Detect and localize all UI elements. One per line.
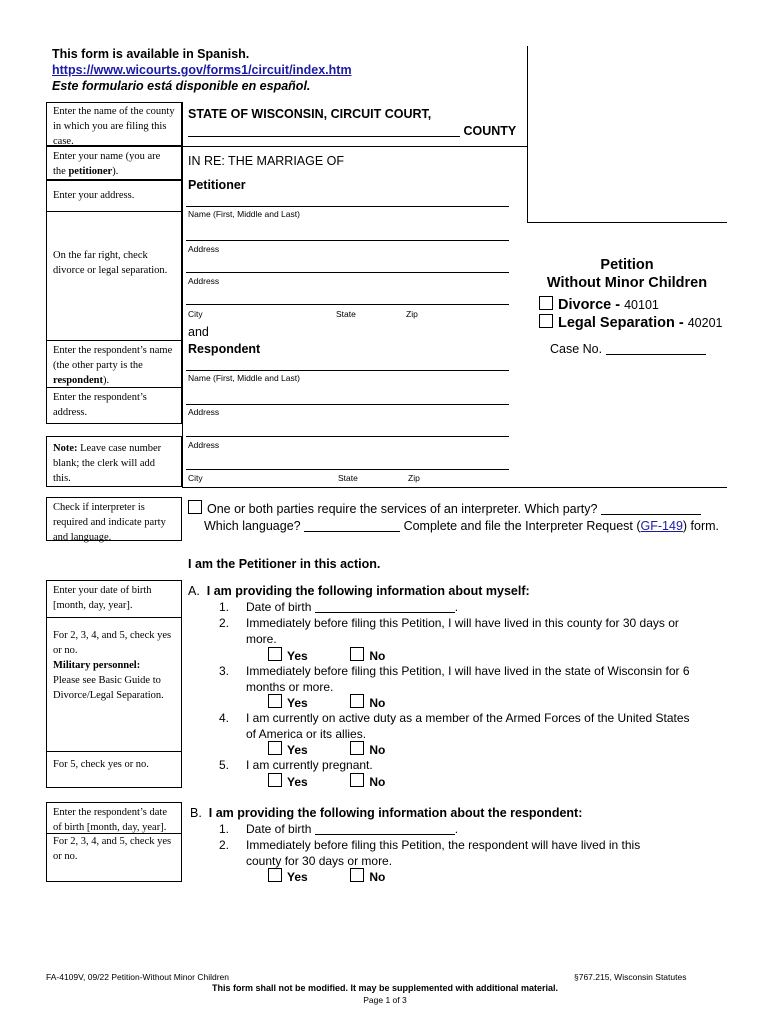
gf-149-link[interactable]: GF-149 xyxy=(640,519,683,533)
note-interpreter xyxy=(46,497,182,541)
note-resp-address xyxy=(46,388,182,424)
interpreter-party-input[interactable] xyxy=(601,502,701,515)
note-check-5-text: For 5, check yes or no. xyxy=(53,759,149,770)
yes-label: Yes xyxy=(287,870,308,884)
interpreter-section xyxy=(188,500,719,535)
a-item-5-options xyxy=(268,773,385,790)
case-number-input[interactable] xyxy=(606,342,706,355)
county-input[interactable] xyxy=(188,124,460,137)
a-item-5-text: I am currently pregnant. xyxy=(246,758,373,772)
a-item-1-number: 1. xyxy=(219,600,230,614)
petitioner-city-input[interactable] xyxy=(186,304,509,305)
a-item-3-text-cont: months or more. xyxy=(246,680,334,694)
interpreter-language-input[interactable] xyxy=(304,519,400,532)
yes-label: Yes xyxy=(287,696,308,710)
county-label: COUNTY xyxy=(463,124,517,138)
interpreter-line2-end: ) form. xyxy=(682,519,720,533)
a-item-1: Date of birth . xyxy=(246,600,459,614)
respondent-zip-label: Zip xyxy=(408,473,420,483)
petitioner-heading: Petitioner xyxy=(188,178,246,192)
interpreter-checkbox[interactable] xyxy=(188,500,202,514)
section-b-letter: B. xyxy=(190,806,202,820)
a-item-3-text: Immediately before filing this Petition, I will have lived in the state of Wisconsin for 6 xyxy=(246,664,690,678)
note-your-name-text: Enter your name (you are the xyxy=(53,151,161,177)
legal-separation-label: Legal Separation - xyxy=(558,315,684,331)
respondent-address-input-2[interactable] xyxy=(186,436,509,437)
case-number-field xyxy=(550,342,706,356)
a-item-2-no-checkbox[interactable] xyxy=(350,647,364,661)
b-item-2-number: 2. xyxy=(219,838,230,852)
legal-separation-code: 40201 xyxy=(687,316,723,330)
court-heading: STATE OF WISCONSIN, CIRCUIT COURT, xyxy=(188,107,432,121)
no-label: No xyxy=(369,775,386,789)
note-military-bold: Military personnel: xyxy=(53,660,141,671)
county-line xyxy=(188,124,516,138)
respondent-name-label: Name (First, Middle and Last) xyxy=(188,373,300,383)
a-item-4 xyxy=(246,710,690,742)
petitioner-name-label: Name (First, Middle and Last) xyxy=(188,209,300,219)
a-item-3-no-checkbox[interactable] xyxy=(350,694,364,708)
note-divorce-sep xyxy=(46,212,182,340)
a-item-4-options xyxy=(268,741,385,758)
case-type-options xyxy=(539,296,723,332)
yes-label: Yes xyxy=(287,649,308,663)
a-item-2-text-cont: more. xyxy=(246,632,277,646)
a-item-2-options xyxy=(268,647,385,664)
a-item-3-number: 3. xyxy=(219,664,230,678)
form-title-line2: Without Minor Children xyxy=(546,275,708,291)
note-county xyxy=(46,102,182,146)
note-address-text: Enter your address. xyxy=(53,190,135,201)
interpreter-line2: Complete and file the Interpreter Request ( xyxy=(403,519,641,533)
note-petitioner-bold: petitioner xyxy=(68,166,113,177)
b-item-2-text: Immediately before filing this Petition, the respondent will have lived in this xyxy=(246,838,641,852)
interpreter-line1: One or both parties require the services of an interpreter. Which party? xyxy=(207,502,598,516)
form-title-line1: Petition xyxy=(600,257,654,273)
respondent-address-label-1: Address xyxy=(188,407,220,417)
note-resp-dob-text: Enter the respondent’s date of birth [month, day, year]. xyxy=(53,807,168,833)
note-military-text: Please see Basic Guide to Divorce/Legal Separation. xyxy=(53,675,164,701)
a-item-2-number: 2. xyxy=(219,616,230,630)
note-dob xyxy=(46,580,182,618)
section-a-heading xyxy=(188,583,530,599)
no-label: No xyxy=(369,870,386,884)
respondent-name-input[interactable] xyxy=(186,370,509,371)
b-item-2-text-cont: county for 30 days or more. xyxy=(246,854,393,868)
b-item-1-number: 1. xyxy=(219,822,230,836)
statute-reference: §767.215, Wisconsin Statutes xyxy=(574,972,687,982)
marriage-heading: IN RE: THE MARRIAGE OF xyxy=(188,154,345,168)
a-item-4-no-checkbox[interactable] xyxy=(350,741,364,755)
a-item-5-yes-checkbox[interactable] xyxy=(268,773,282,787)
section-b-title: I am providing the following information about the respondent: xyxy=(208,806,583,820)
a-item-2-yes-checkbox[interactable] xyxy=(268,647,282,661)
no-label: No xyxy=(369,743,386,757)
petitioner-name-input[interactable] xyxy=(186,206,509,207)
a-item-5-number: 5. xyxy=(219,758,230,772)
note-check-5 xyxy=(46,752,182,788)
a-item-1-text: Date of birth xyxy=(246,600,312,614)
spanish-title: This form is available in Spanish. xyxy=(52,47,250,61)
b-item-2-no-checkbox[interactable] xyxy=(350,868,364,882)
petitioner-address-label-1: Address xyxy=(188,244,220,254)
yes-label: Yes xyxy=(287,743,308,757)
court-divider xyxy=(182,146,527,147)
respondent-heading: Respondent xyxy=(188,342,261,356)
caption-bottom-line xyxy=(182,487,727,488)
petitioner-city-label: City xyxy=(188,309,203,319)
spanish-note: Este formulario está disponible en español. xyxy=(52,79,311,93)
respondent-city-input[interactable] xyxy=(186,469,509,470)
respondent-address-label-2: Address xyxy=(188,440,220,450)
interpreter-language-label: Which language? xyxy=(204,519,301,533)
a-item-5-no-checkbox[interactable] xyxy=(350,773,364,787)
a-item-3-yes-checkbox[interactable] xyxy=(268,694,282,708)
a-item-4-number: 4. xyxy=(219,711,230,725)
a-item-3-options xyxy=(268,694,385,711)
a-item-4-yes-checkbox[interactable] xyxy=(268,741,282,755)
note-resp-check xyxy=(46,834,182,882)
no-label: No xyxy=(369,649,386,663)
header-right-divider xyxy=(527,46,528,222)
no-label: No xyxy=(369,696,386,710)
a-item-2 xyxy=(246,615,679,647)
note-divorce-sep-text: On the far right, check divorce or legal separation. xyxy=(53,250,168,276)
divorce-label: Divorce - xyxy=(558,297,621,313)
note-resp-name xyxy=(46,340,182,388)
and-label: and xyxy=(188,325,209,339)
legal-separation-checkbox[interactable] xyxy=(539,314,553,328)
a-item-2-text: Immediately before filing this Petition, I will have lived in this county for 30 days or xyxy=(246,616,679,630)
modification-notice: This form shall not be modified. It may be supplemented with additional material. xyxy=(211,983,559,993)
note-resp-dob xyxy=(46,802,182,834)
note-military xyxy=(46,618,182,752)
b-item-1-text: Date of birth xyxy=(246,822,312,836)
case-number-label: Case No. xyxy=(550,342,603,356)
note-resp-address-text: Enter the respondent’s address. xyxy=(53,392,147,418)
petitioner-address-label-2: Address xyxy=(188,276,220,286)
respondent-state-label: State xyxy=(338,473,358,483)
form-id: FA-4109V, 09/22 Petition-Without Minor Children xyxy=(46,972,230,982)
petitioner-state-label: State xyxy=(336,309,356,319)
note-your-name xyxy=(46,146,182,180)
note-resp-check-text: For 2, 3, 4, and 5, check yes or no. xyxy=(53,836,172,862)
note-interpreter-text: Check if interpreter is required and indicate party and language. xyxy=(53,502,166,543)
petitioner-address-input-2[interactable] xyxy=(186,272,509,273)
yes-label: Yes xyxy=(287,775,308,789)
b-item-2-yes-checkbox[interactable] xyxy=(268,868,282,882)
spanish-notice xyxy=(52,46,352,94)
note-bold: Note: xyxy=(53,443,78,454)
section-a-letter: A. xyxy=(188,584,200,598)
note-resp-name-text: Enter the respondent’s name (the other party is the xyxy=(53,345,173,371)
b-item-2-options xyxy=(268,868,385,885)
note-case-number xyxy=(46,436,182,487)
forms-url-link[interactable]: https://www.wicourts.gov/forms1/circuit/index.htm xyxy=(52,63,352,77)
caption-left-divider xyxy=(182,102,183,487)
note-dob-text: Enter your date of birth [month, day, year]. xyxy=(53,585,152,611)
b-item-1: Date of birth . xyxy=(246,822,459,836)
respondent-city-label: City xyxy=(188,473,203,483)
divorce-checkbox[interactable] xyxy=(539,296,553,310)
page-number: Page 1 of 3 xyxy=(363,995,407,1005)
respondent-address-input-1[interactable] xyxy=(186,404,509,405)
note-resp-name-end: ). xyxy=(102,375,110,386)
note-case-text: Leave case number blank; the clerk will add this. xyxy=(53,443,162,484)
b-item-2 xyxy=(246,837,640,869)
petitioner-zip-label: Zip xyxy=(406,309,418,319)
note-check-2345: For 2, 3, 4, and 5, check yes or no. xyxy=(53,630,172,656)
form-title xyxy=(527,256,727,292)
note-county-text: Enter the name of the county in which you are filing this case. xyxy=(53,106,175,147)
a-item-5 xyxy=(246,757,373,773)
a-item-4-text-cont: of America or its allies. xyxy=(246,727,367,741)
divorce-code: 40101 xyxy=(624,298,659,312)
note-respondent-bold: respondent xyxy=(53,375,103,386)
petitioner-statement: I am the Petitioner in this action. xyxy=(188,557,381,571)
note-your-name-end: ). xyxy=(112,166,119,177)
note-address xyxy=(46,180,182,212)
a-item-4-text: I am currently on active duty as a member of the Armed Forces of the United States xyxy=(246,711,690,725)
petitioner-dob-input[interactable] xyxy=(315,600,455,613)
respondent-dob-input[interactable] xyxy=(315,822,455,835)
section-a-title: I am providing the following information about myself: xyxy=(206,584,530,598)
section-b-heading xyxy=(190,805,582,821)
a-item-3 xyxy=(246,663,690,695)
header-box-bottom xyxy=(527,222,727,223)
petitioner-address-input-1[interactable] xyxy=(186,240,509,241)
